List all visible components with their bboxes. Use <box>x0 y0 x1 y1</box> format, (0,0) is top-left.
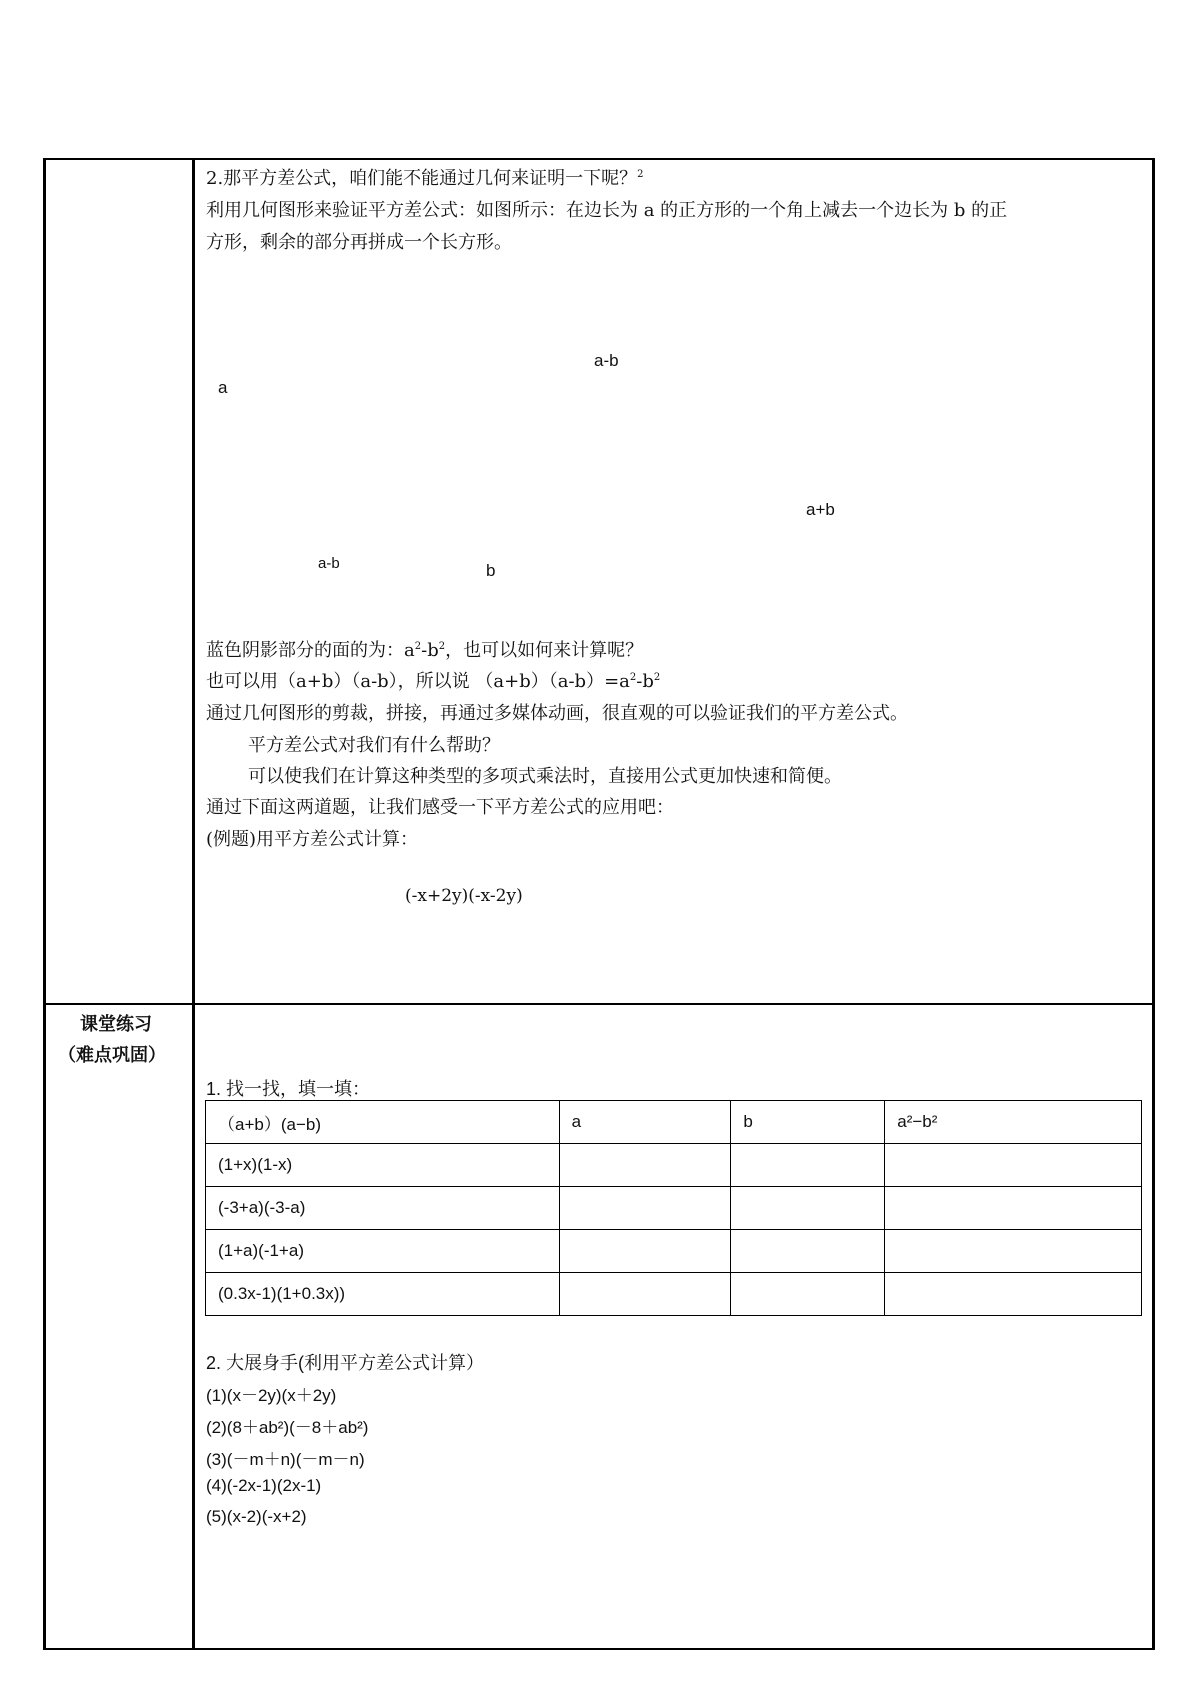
problem-1: (1)(x－2y)(x＋2y) <box>206 1386 337 1405</box>
example-expression: (-x+2y)(-x-2y) <box>405 886 523 906</box>
row-expression: (1+x)(1-x) <box>206 1144 560 1187</box>
task1-title: 1. 找一找，填一填： <box>206 1079 371 1099</box>
header-b: b <box>731 1101 885 1144</box>
example-title: (例题)用平方差公式计算： <box>206 829 419 850</box>
section-label-line-2: （难点巩固） <box>58 1045 166 1065</box>
problem-2: (2)(8＋ab²)(－8＋ab²) <box>206 1418 369 1437</box>
table-row <box>206 1230 1142 1273</box>
answer-cell-b[interactable] <box>731 1230 885 1273</box>
table-row <box>206 1273 1142 1316</box>
answer-cell-a[interactable] <box>559 1273 731 1316</box>
table-row <box>206 1187 1142 1230</box>
table-bottom-border <box>43 1648 1155 1650</box>
also-line: 也可以用（a+b）（a-b），所以说 $(a+b)(a-b)=a^2-b^2$ <box>206 671 661 692</box>
figure-label-a-plus-b: a+b <box>806 500 835 519</box>
intro-line-2: 方形，剩余的部分再拼成一个长方形。 <box>206 232 512 253</box>
table-row <box>206 1144 1142 1187</box>
answer-cell-result[interactable] <box>885 1273 1142 1316</box>
row-expression: (1+a)(-1+a) <box>206 1230 560 1273</box>
row-separator <box>43 1003 1155 1005</box>
table-top-border <box>43 158 1155 160</box>
problem-3: (3)(－m＋n)(－m－n) <box>206 1450 365 1469</box>
header-expression: （a+b）(a−b) <box>206 1101 560 1144</box>
table-right-border <box>1152 158 1155 1650</box>
table-left-border <box>43 158 46 1650</box>
verify-line: 通过几何图形的剪裁，拼接，再通过多媒体动画，很直观的可以验证我们的平方差公式。 <box>206 703 908 724</box>
answer-cell-b[interactable] <box>731 1144 885 1187</box>
task2-title: 2. 大展身手(利用平方差公式计算） <box>206 1353 485 1373</box>
figure-label-a-minus-b-bottom: a-b <box>318 555 340 572</box>
figure-label-b-bottom: b <box>486 561 496 580</box>
row-expression: (0.3x-1)(1+0.3x)) <box>206 1273 560 1316</box>
answer-cell-b[interactable] <box>731 1273 885 1316</box>
answer-cell-a[interactable] <box>559 1230 731 1273</box>
header-a2-minus-b2: a²−b² <box>885 1101 1142 1144</box>
figure-label-a-minus-b-top: a-b <box>594 351 619 370</box>
table-divider <box>192 158 195 1650</box>
area-line: 蓝色阴影部分的面的为：$a^2-b^2$，也可以如何来计算呢？ <box>206 640 644 661</box>
feel-line: 通过下面这两道题，让我们感受一下平方差公式的应用吧： <box>206 797 674 818</box>
problem-5: (5)(x-2)(-x+2) <box>206 1507 307 1526</box>
intro-line-1: 利用几何图形来验证平方差公式：如图所示：在边长为 a 的正方形的一个角上减去一个边长为 b 的正 <box>206 200 1008 221</box>
help-answer: 可以使我们在计算这种类型的多项式乘法时，直接用公式更加快速和简便。 <box>248 766 842 787</box>
answer-cell-a[interactable] <box>559 1187 731 1230</box>
figure-label-a-left: a <box>218 378 228 397</box>
table-header-row <box>206 1101 1142 1144</box>
row-expression: (-3+a)(-3-a) <box>206 1187 560 1230</box>
answer-cell-result[interactable] <box>885 1144 1142 1187</box>
problem-4: (4)(-2x-1)(2x-1) <box>206 1476 322 1495</box>
answer-cell-a[interactable] <box>559 1144 731 1187</box>
answer-cell-result[interactable] <box>885 1230 1142 1273</box>
help-question: 平方差公式对我们有什么帮助？ <box>248 735 500 756</box>
geometry-question: 2.那平方差公式，咱们能不能通过几何来证明一下呢？$^2$ <box>206 168 644 189</box>
section-label-line-1: 课堂练习 <box>80 1014 152 1034</box>
fill-table <box>205 1100 1142 1316</box>
answer-cell-result[interactable] <box>885 1187 1142 1230</box>
answer-cell-b[interactable] <box>731 1187 885 1230</box>
header-a: a <box>559 1101 731 1144</box>
